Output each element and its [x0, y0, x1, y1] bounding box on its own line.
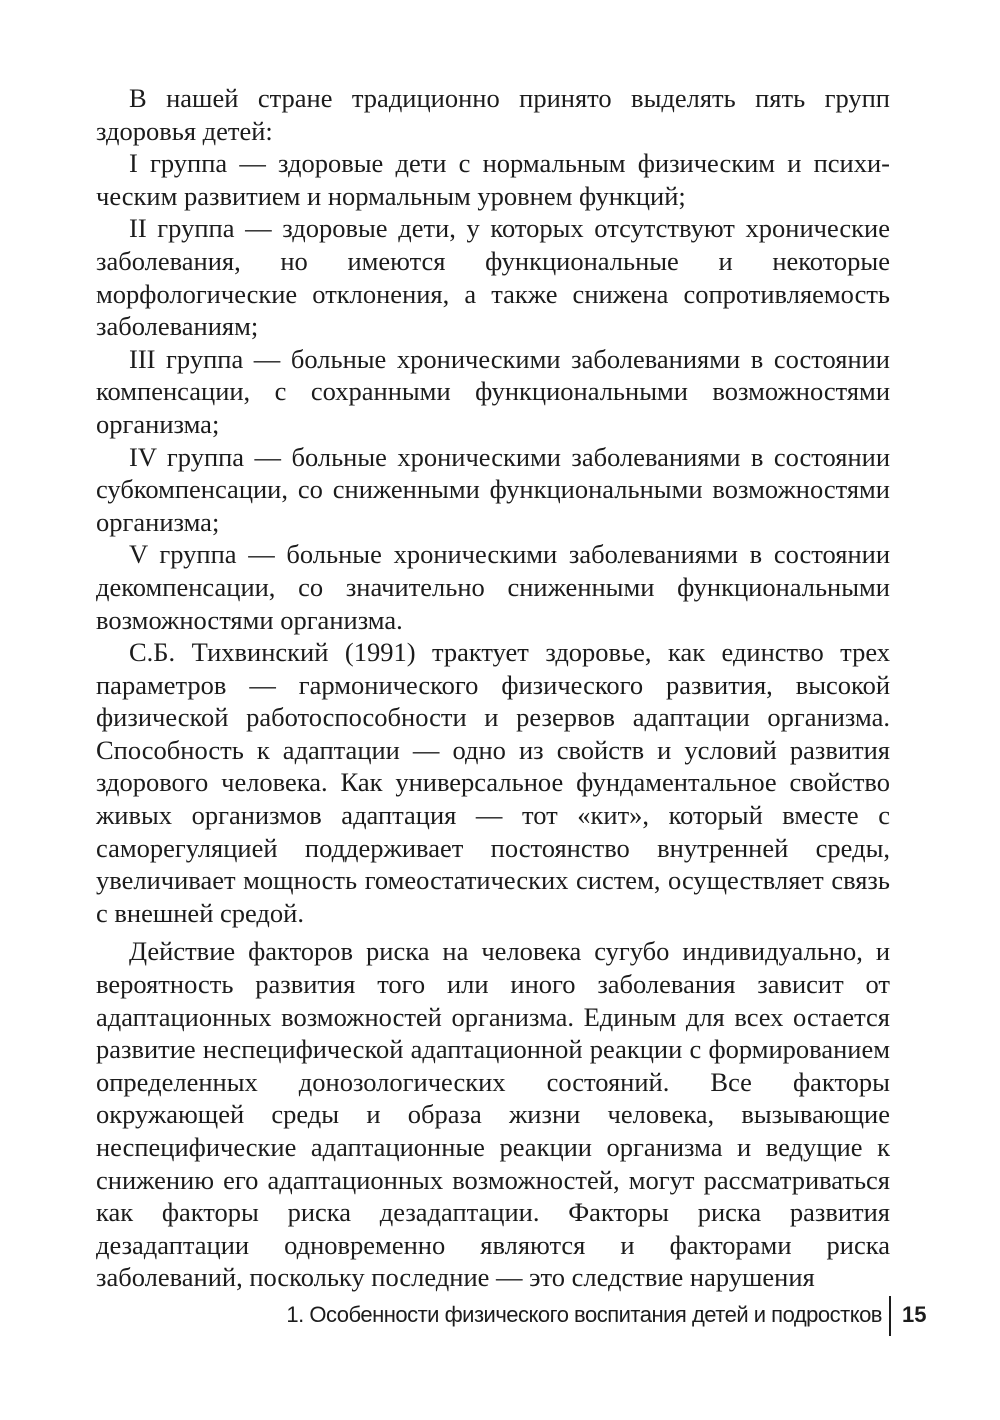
page-footer: [0, 1296, 1000, 1336]
paragraph-health-groups-intro: В нашей стране традиционно принято выделять пять групп здоровья детей:: [96, 83, 890, 146]
page-body: [96, 82, 890, 1294]
paragraph-group-5: V группа — больные хроническими заболеваниями в состоянии декомпенсации, со значительно сниженными функциональными возможностями организма.: [96, 539, 890, 635]
paragraph-tikhvinsky: С.Б. Тихвинский (1991) трактует здоровье, как единство трех параметров — гармонического физического развития, высокой физической работоспособности и резервов адаптации организма. Способность к адаптации — одно из свойств и условий развития здорового человека. Как универсальное фундаментальное свойство живых организмов адаптация — тот «кит», который вместе с саморегуляцией поддерживает постоянство внутренней среды, увеличивает мощность гомеостатических систем, осуществляет связь с внешней средой.: [96, 637, 890, 928]
page-number: 15: [902, 1302, 927, 1327]
paragraph-group-4: IV группа — больные хроническими заболеваниями в состоянии субкомпенсации, со сниженными функциональными возможностями организма;: [96, 441, 890, 537]
running-head: 1. Особенности физического воспитания детей и подростков: [286, 1302, 882, 1327]
paragraph-group-3: III группа — больные хроническими заболеваниями в состоянии компенсации, с сохранными функциональными возможностями организма;: [96, 343, 890, 439]
paragraph-group-2: II группа — здоровые дети, у которых отсутствуют хронические заболевания, но имеются функциональные и некоторые морфологические отклонения, а также снижена сопротивляемость заболеваниям;: [96, 213, 890, 342]
paragraph-risk-factors: Действие факторов риска на человека сугубо индивидуально, и вероятность развития того или иного заболевания зависит от адаптационных возможностей организма. Единым для всех остается развитие неспецифической адаптационной реакции с формированием определенных донозологических состояний. Все факторы окружающей среды и образа жизни человека, вызывающие неспецифические адаптационные реакции организма и ведущие к снижению его адаптационных возможностей, могут рассматриваться как факторы риска дезадаптации. Факторы риска развития дезадаптации одновременно являются и факторами риска заболеваний, поскольку последние — это следствие нарушения: [96, 936, 890, 1293]
paragraph-group-1: I группа — здоровые дети с нормальным физическим и психическим развитием и нормальным уровнем функций;: [96, 148, 890, 211]
footer-divider: [889, 1296, 891, 1336]
